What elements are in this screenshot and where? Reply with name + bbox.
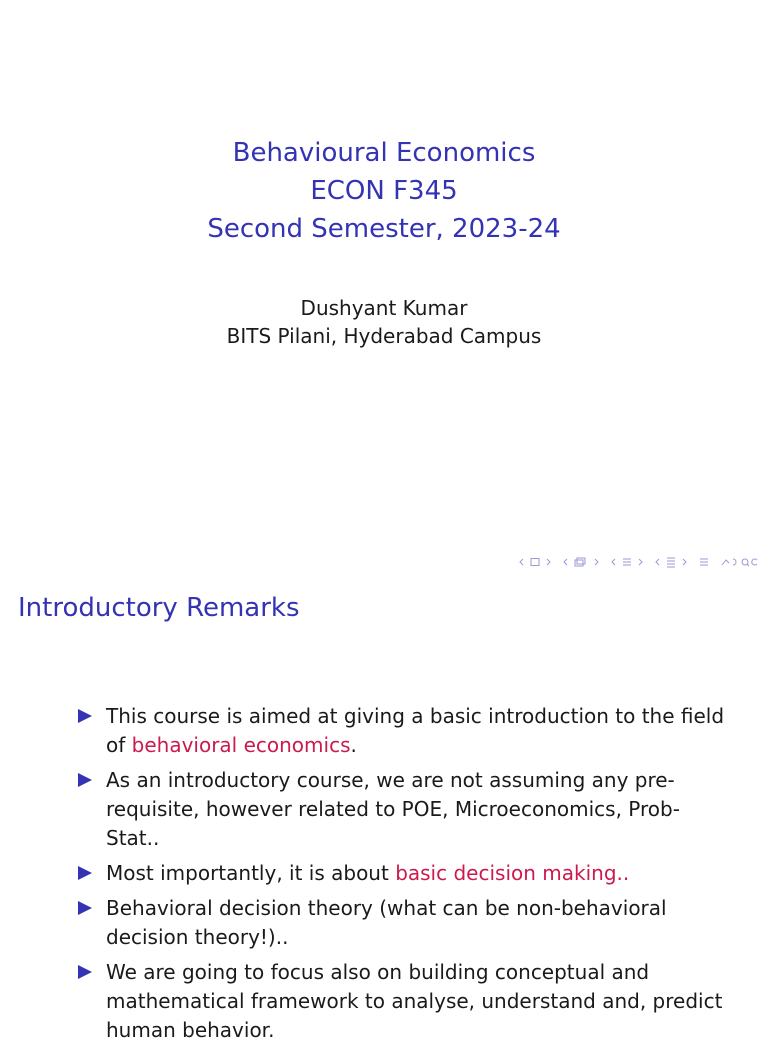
bullet-item xyxy=(76,766,726,853)
intro-slide xyxy=(0,576,768,1042)
bullet-item xyxy=(76,958,726,1045)
bullet-text-end: . xyxy=(350,733,357,757)
triangle-bullet-icon xyxy=(78,965,92,979)
bullet-item xyxy=(76,894,726,952)
highlighted-term: basic decision making.. xyxy=(395,861,630,885)
nav-align-icon[interactable] xyxy=(698,556,710,568)
bullet-text: Most importantly, it is about xyxy=(106,861,396,885)
bullet-item xyxy=(76,859,726,888)
bullet-text: We are going to focus also on building conceptual and mathematical framework to analyse, understand and, predict human behavior. xyxy=(106,960,723,1042)
bullet-text: Behavioral decision theory (what can be non-behavioral decision theory!).. xyxy=(106,896,667,949)
highlighted-term: behavioral economics xyxy=(131,733,351,757)
author-block xyxy=(0,294,768,350)
institute-name: BITS Pilani, Hyderabad Campus xyxy=(226,324,542,348)
nav-search-icon[interactable] xyxy=(720,556,760,568)
triangle-bullet-icon xyxy=(78,901,92,915)
course-code: ECON F345 xyxy=(310,176,458,206)
bullet-text: This course is aimed at giving a basic introduction to the field of xyxy=(106,704,725,757)
term-label: Second Semester, 2023-24 xyxy=(207,214,561,244)
bullet-item xyxy=(76,702,726,760)
nav-subsection-icon[interactable] xyxy=(562,556,600,568)
triangle-bullet-icon xyxy=(78,773,92,787)
bullet-list xyxy=(76,702,726,1051)
presentation-title: Behavioural Economics xyxy=(232,138,536,168)
triangle-bullet-icon xyxy=(78,866,92,880)
bullet-text: As an introductory course, we are not assuming any pre-requisite, however related to POE, Microeconomics, Prob-Stat.. xyxy=(106,768,680,850)
frame-title: Introductory Remarks xyxy=(18,593,300,623)
author-name: Dushyant Kumar xyxy=(300,296,468,320)
triangle-bullet-icon xyxy=(78,709,92,723)
nav-document-icon[interactable] xyxy=(654,556,688,568)
nav-section-icon[interactable] xyxy=(610,556,644,568)
title-block xyxy=(0,134,768,248)
beamer-navigation-bar xyxy=(512,556,760,568)
nav-frame-icon[interactable] xyxy=(518,556,552,568)
